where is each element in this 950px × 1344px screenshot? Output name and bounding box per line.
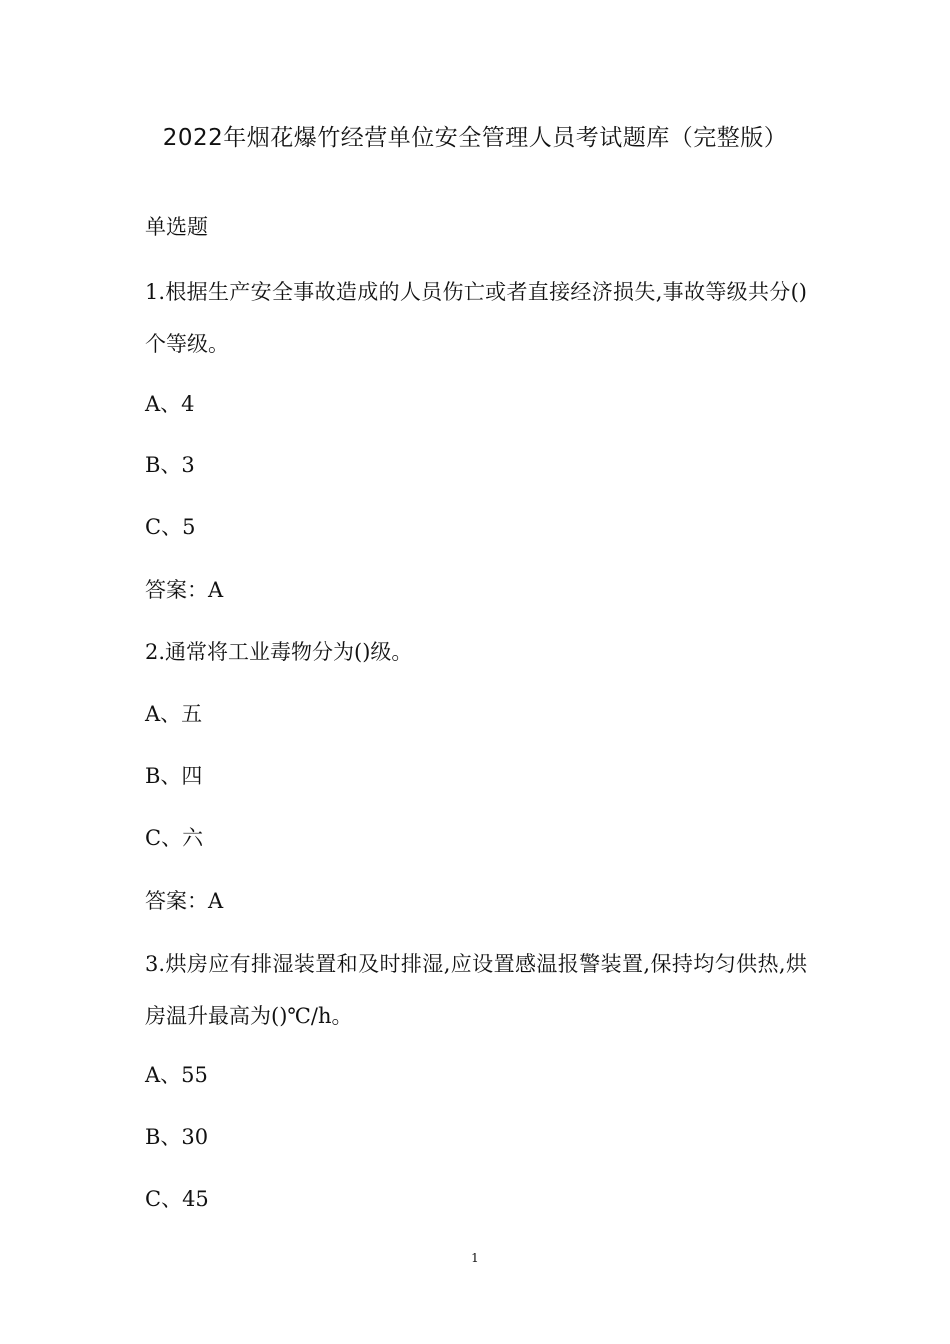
question-3-option-b: B、30 (145, 1125, 209, 1149)
page-number: 1 (471, 1251, 479, 1265)
question-1-option-a: A、4 (145, 392, 195, 416)
section-heading: 单选题 (145, 215, 208, 239)
question-2-option-a: A、五 (145, 702, 203, 726)
question-2-option-b: B、四 (145, 764, 203, 788)
question-2-stem: 2.通常将工业毒物分为()级。 (145, 640, 413, 664)
question-3-option-a: A、55 (145, 1063, 208, 1087)
question-2-option-c: C、六 (145, 826, 204, 850)
question-2-answer: 答案：A (145, 889, 224, 913)
question-1-option-b: B、3 (145, 453, 195, 477)
question-3-stem: 3.烘房应有排湿装置和及时排湿,应设置感温报警装置,保持均匀供热,烘房温升最高为()℃/h。 (145, 952, 807, 1028)
question-1-answer: 答案：A (145, 578, 224, 602)
question-1-stem: 1.根据生产安全事故造成的人员伤亡或者直接经济损失,事故等级共分()个等级。 (145, 280, 807, 356)
question-3-option-c: C、45 (145, 1187, 209, 1211)
document-title: 2022年烟花爆竹经营单位安全管理人员考试题库（完整版） (162, 125, 788, 151)
question-1-option-c: C、5 (145, 515, 196, 539)
